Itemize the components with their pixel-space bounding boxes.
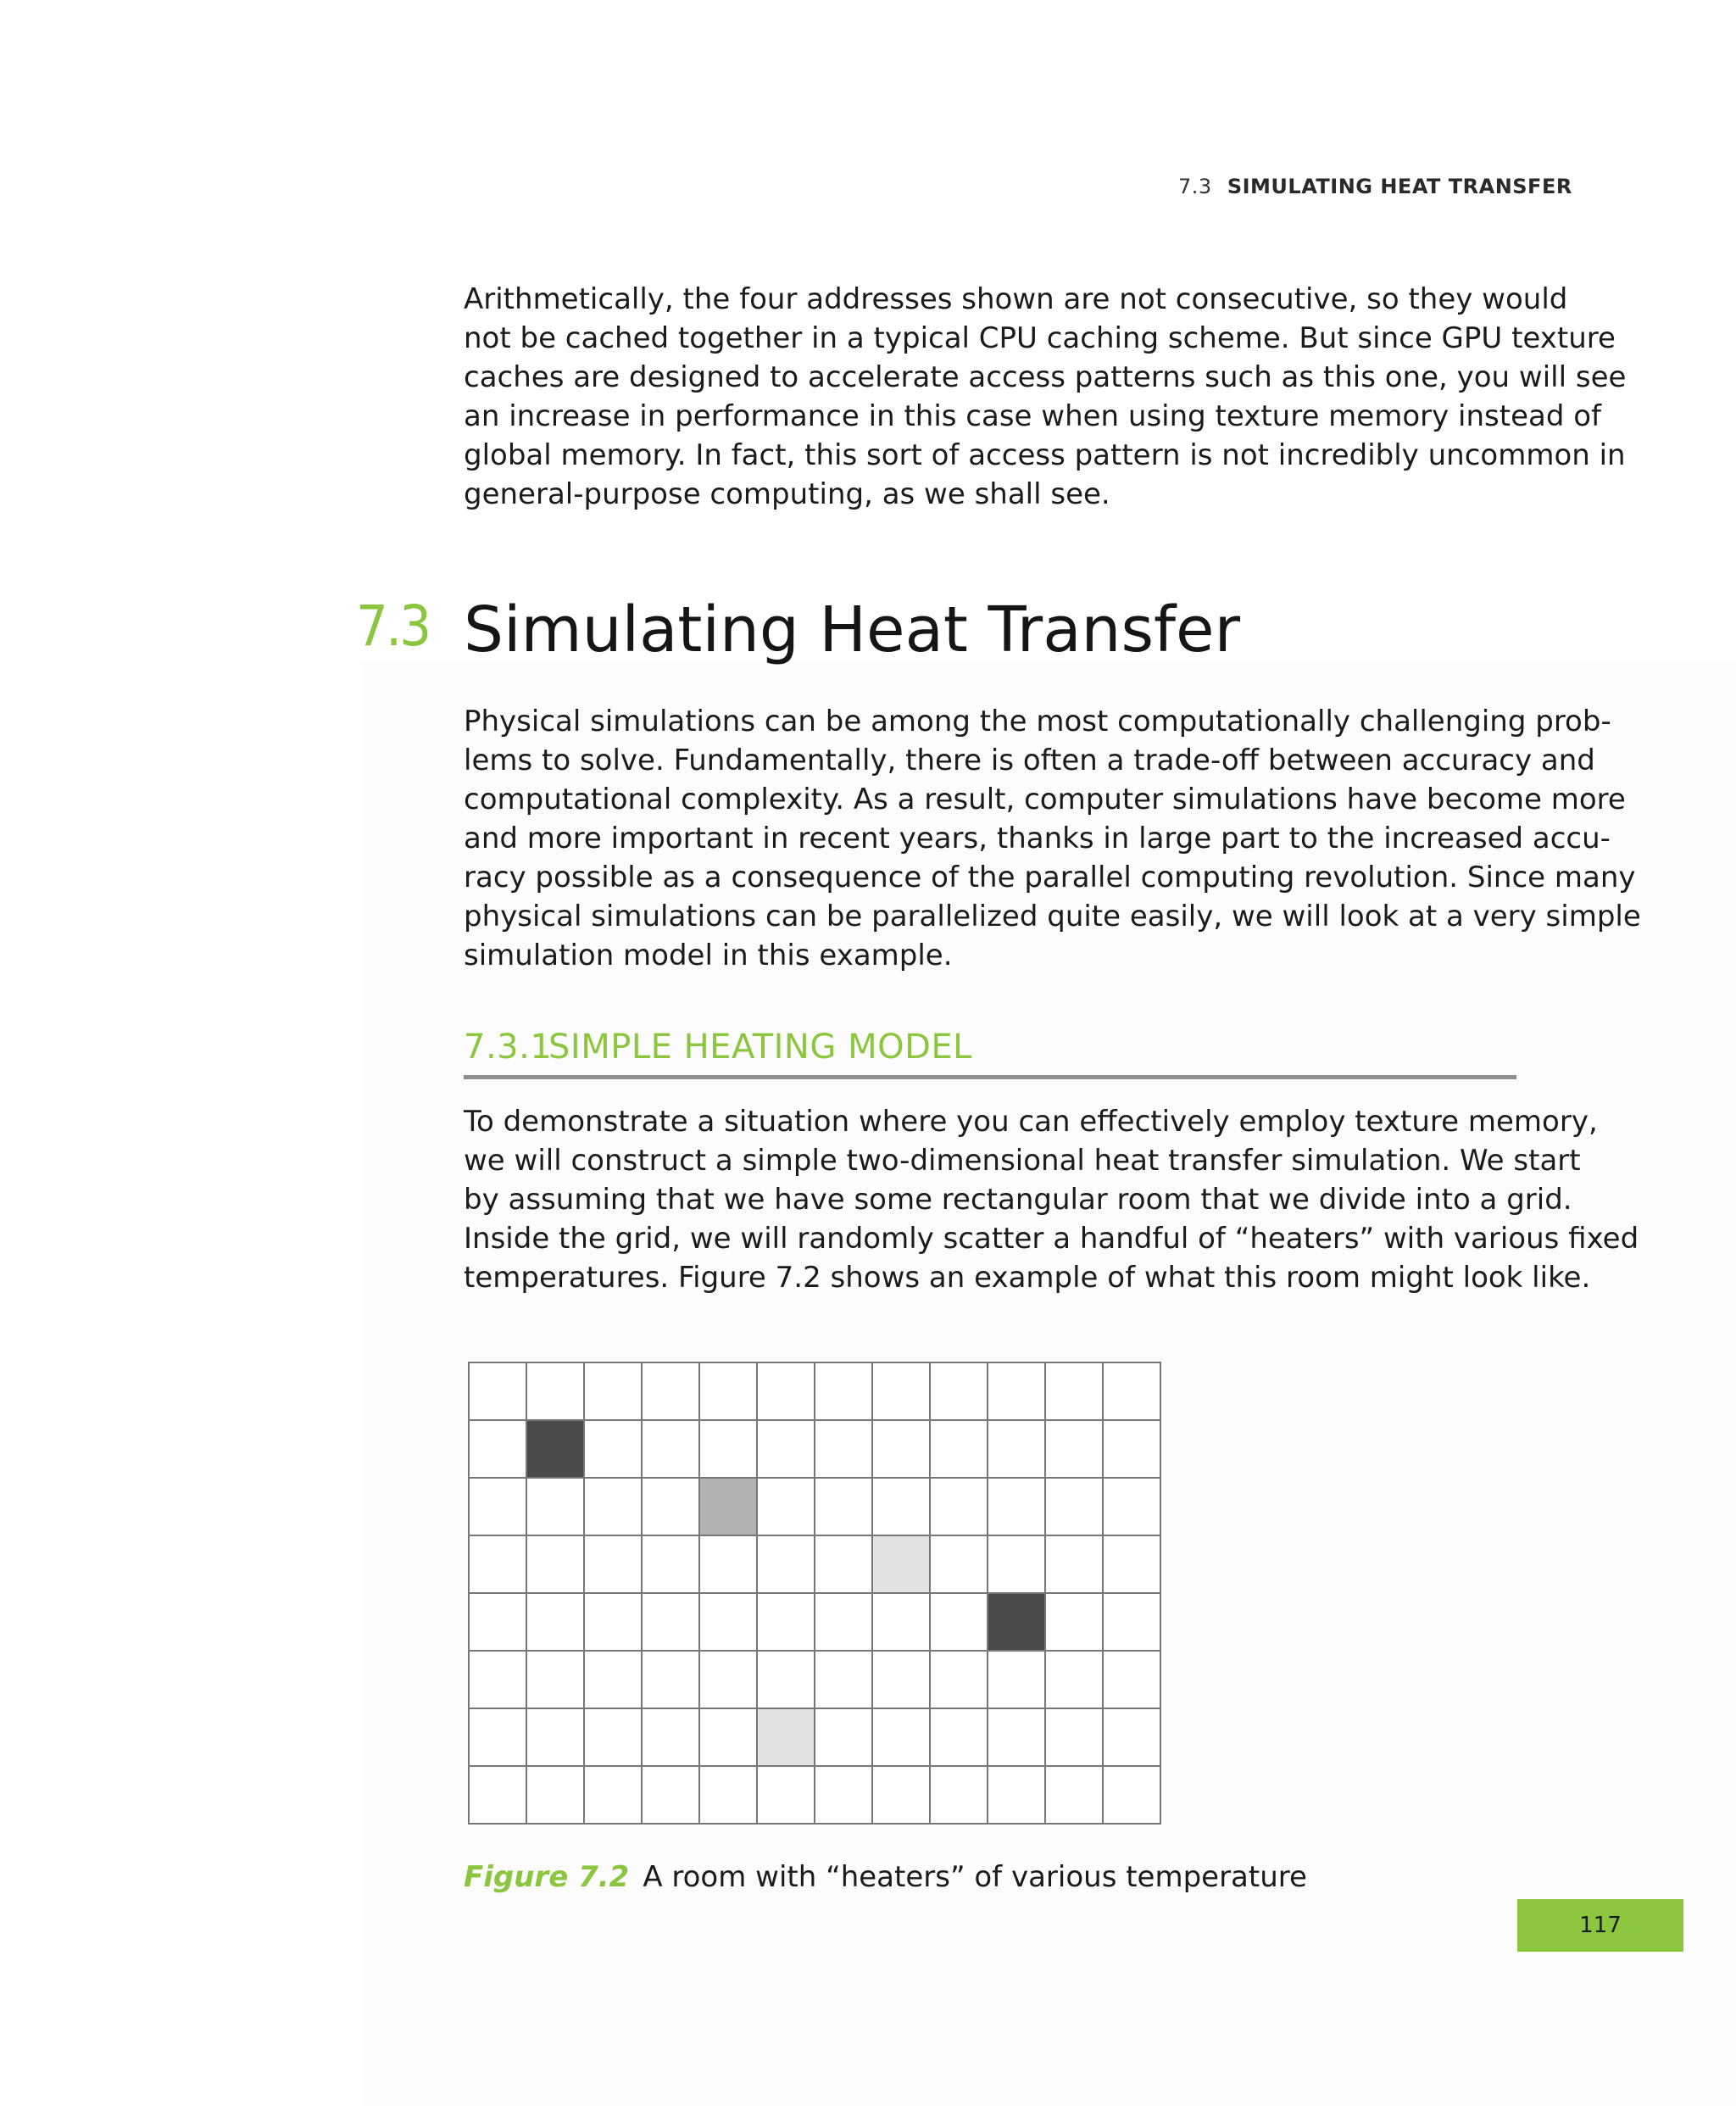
grid-cell [1045,1535,1103,1593]
grid-cell [469,1766,526,1824]
grid-cell [757,1651,815,1708]
grid-cell [872,1651,930,1708]
grid-cell [526,1651,584,1708]
grid-cell [699,1766,757,1824]
subsection-number: 7.3.1 [464,1028,553,1067]
grid-cell [988,1708,1045,1766]
physical-line: computational complexity. As a result, computer simulations have become more [464,783,1626,816]
intro-paragraph [464,280,1627,514]
grid-cell [815,1362,872,1420]
grid-cell [1103,1708,1160,1766]
grid-cell [584,1478,642,1535]
grid-cell [930,1362,988,1420]
intro-line: caches are designed to accelerate access patterns such as this one, you will see [464,360,1627,394]
physical-simulations-paragraph [464,702,1641,975]
grid-cell [469,1708,526,1766]
grid-cell [642,1420,699,1478]
grid-cell [757,1420,815,1478]
grid-cell [872,1362,930,1420]
grid-cell [1045,1420,1103,1478]
grid-cell [642,1651,699,1708]
grid-cell [469,1593,526,1651]
grid-cell [642,1478,699,1535]
grid-cell [930,1535,988,1593]
grid-cell [584,1708,642,1766]
subsection-title: SIMPLE HEATING MODEL [548,1028,972,1067]
grid-cell [988,1478,1045,1535]
grid-cell [872,1478,930,1535]
grid-cell [815,1766,872,1824]
grid-cell [757,1535,815,1593]
grid-cell [1103,1593,1160,1651]
grid-cell [1045,1478,1103,1535]
grid-cell [526,1766,584,1824]
section-number: 7.3 [356,593,430,659]
page-number: 117 [1517,1899,1683,1952]
grid-cell [699,1362,757,1420]
grid-cell [815,1651,872,1708]
grid-cell [526,1535,584,1593]
grid-cell [699,1708,757,1766]
grid-cell [526,1593,584,1651]
grid-cell [642,1535,699,1593]
grid-cell [469,1362,526,1420]
grid-cell [584,1420,642,1478]
heater-cell [988,1593,1045,1651]
grid-cell [988,1766,1045,1824]
grid-cell [757,1766,815,1824]
intro-line: Arithmetically, the four addresses shown are not consecutive, so they would [464,282,1568,316]
grid-cell [757,1478,815,1535]
grid-cell [1103,1535,1160,1593]
grid-cell [815,1535,872,1593]
physical-line: and more important in recent years, thanks in large part to the increased accu- [464,822,1611,855]
grid-cell [930,1593,988,1651]
grid-cell [930,1708,988,1766]
intro-line: general-purpose computing, as we shall see. [464,477,1110,511]
grid-cell [642,1708,699,1766]
grid-cell [988,1651,1045,1708]
running-head-number: 7.3 [1178,175,1212,198]
physical-line: simulation model in this example. [464,939,953,972]
demo-line: Inside the grid, we will randomly scatter a handful of “heaters” with various fixed [464,1222,1639,1256]
grid-cell [872,1708,930,1766]
section-title: Simulating Heat Transfer [464,593,1241,666]
grid-cell [815,1593,872,1651]
grid-cell [1103,1478,1160,1535]
grid-cell [872,1420,930,1478]
figure-label: Figure 7.2 [464,1860,630,1894]
grid-cell [988,1362,1045,1420]
grid-cell [988,1535,1045,1593]
grid-cell [526,1478,584,1535]
grid-cell [469,1535,526,1593]
grid-cell [1103,1651,1160,1708]
intro-line: not be cached together in a typical CPU caching scheme. But since GPU texture [464,321,1616,355]
figure-caption-text: A room with “heaters” of various temperature [643,1860,1307,1894]
grid-cell [930,1766,988,1824]
grid-cell [469,1651,526,1708]
grid-cell [930,1651,988,1708]
demonstration-paragraph [464,1102,1639,1297]
physical-line: lems to solve. Fundamentally, there is often a trade-off between accuracy and [464,744,1595,777]
grid-cell [872,1593,930,1651]
grid-cell [1045,1362,1103,1420]
physical-line: Physical simulations can be among the most computationally challenging prob- [464,705,1611,738]
heater-cell [526,1420,584,1478]
grid-cell [584,1535,642,1593]
running-head-title: SIMULATING HEAT TRANSFER [1227,175,1572,198]
grid-cell [642,1593,699,1651]
intro-line: global memory. In fact, this sort of access pattern is not incredibly uncommon in [464,438,1626,472]
grid-cell [1045,1708,1103,1766]
grid-cell [815,1478,872,1535]
grid-cell [757,1593,815,1651]
grid-cell [584,1651,642,1708]
grid-cell [642,1766,699,1824]
grid-cell [872,1766,930,1824]
grid-cell [526,1708,584,1766]
running-head [1178,175,1572,198]
physical-line: racy possible as a consequence of the parallel computing revolution. Since many [464,861,1636,894]
grid-cell [1045,1593,1103,1651]
heater-cell [757,1708,815,1766]
grid-cell [757,1362,815,1420]
physical-line: physical simulations can be parallelized quite easily, we will look at a very simple [464,900,1641,933]
heater-cell [699,1478,757,1535]
heater-grid-figure [467,1361,1162,1825]
grid-cell [815,1420,872,1478]
grid-cell [584,1362,642,1420]
grid-cell [699,1651,757,1708]
grid-cell [815,1708,872,1766]
heater-cell [872,1535,930,1593]
grid-cell [526,1362,584,1420]
grid-cell [1103,1420,1160,1478]
grid-cell [642,1362,699,1420]
grid-cell [1103,1362,1160,1420]
grid-cell [699,1535,757,1593]
figure-caption [464,1860,1307,1894]
grid-cell [469,1478,526,1535]
grid-cell [1103,1766,1160,1824]
grid-cell [988,1420,1045,1478]
grid-cell [699,1420,757,1478]
demo-line: by assuming that we have some rectangular room that we divide into a grid. [464,1183,1572,1217]
grid-cell [469,1420,526,1478]
grid-cell [1045,1766,1103,1824]
demo-line: temperatures. Figure 7.2 shows an example of what this room might look like. [464,1261,1591,1295]
grid-cell [584,1766,642,1824]
demo-line: To demonstrate a situation where you can effectively employ texture memory, [464,1105,1598,1139]
demo-line: we will construct a simple two-dimensional heat transfer simulation. We start [464,1144,1581,1178]
grid-cell [584,1593,642,1651]
grid-cell [699,1593,757,1651]
grid-cell [930,1478,988,1535]
intro-line: an increase in performance in this case when using texture memory instead of [464,399,1601,433]
subsection-heading [464,1028,1516,1079]
grid-cell [1045,1651,1103,1708]
grid-cell [930,1420,988,1478]
